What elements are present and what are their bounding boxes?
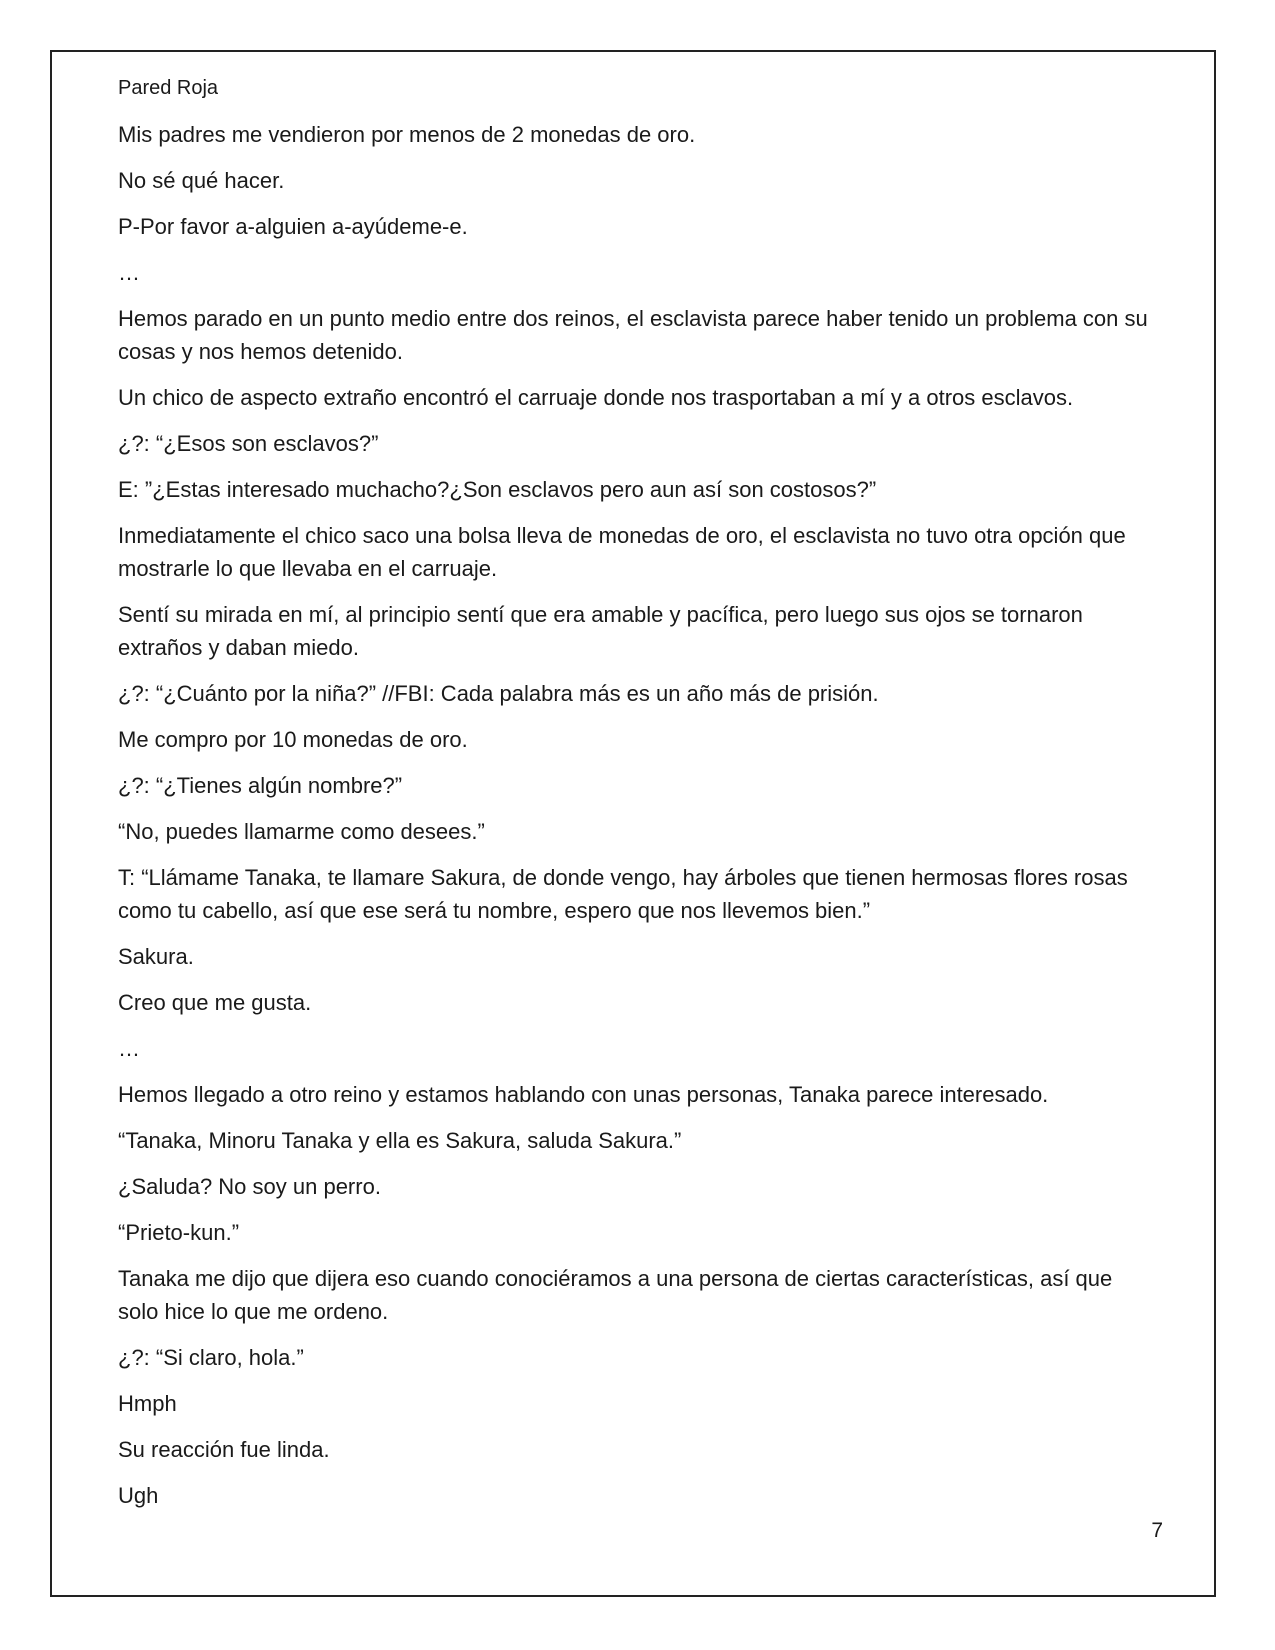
paragraph: E: ”¿Estas interesado muchacho?¿Son esclavos pero aun así son costosos?” (118, 477, 877, 502)
paragraph: Inmediatamente el chico saco una bolsa lleva de monedas de oro, el esclavista no tuvo otra opción que mostrarle lo que llevaba en el carruaje. (118, 523, 1126, 581)
paragraph: Hemos parado en un punto medio entre dos reinos, el esclavista parece haber tenido un problema con su cosas y nos hemos detenido. (118, 306, 1148, 364)
paragraph: ¿Saluda? No soy un perro. (118, 1174, 381, 1199)
paragraph: Tanaka me dijo que dijera eso cuando conociéramos a una persona de ciertas características, así que solo hice lo que me ordeno. (118, 1266, 1113, 1324)
paragraph: P-Por favor a-alguien a-ayúdeme-e. (118, 214, 468, 239)
page-number: 7 (1151, 1519, 1163, 1542)
paragraph: Mis padres me vendieron por menos de 2 monedas de oro. (118, 122, 696, 147)
paragraph: Creo que me gusta. (118, 990, 312, 1015)
paragraph: Sentí su mirada en mí, al principio sentí que era amable y pacífica, pero luego sus ojos se tornaron extraños y daban miedo. (118, 602, 1083, 660)
paragraph: No sé qué hacer. (118, 168, 285, 193)
paragraph: … (118, 260, 140, 285)
paragraph: ¿?: “¿Cuánto por la niña?” //FBI: Cada palabra más es un año más de prisión. (118, 681, 879, 706)
body-text (118, 118, 1148, 1525)
paragraph: “Prieto-kun.” (118, 1220, 240, 1245)
paragraph: Sakura. (118, 944, 194, 969)
paragraph: T: “Llámame Tanaka, te llamare Sakura, de donde vengo, hay árboles que tienen hermosas flores rosas como tu cabello, así que ese será tu nombre, espero que nos llevemos bien.” (118, 865, 1128, 923)
paragraph: Un chico de aspecto extraño encontró el carruaje donde nos trasportaban a mí y a otros esclavos. (118, 385, 1074, 410)
paragraph: Hemos llegado a otro reino y estamos hablando con unas personas, Tanaka parece interesado. (118, 1082, 1049, 1107)
paragraph: Su reacción fue linda. (118, 1437, 330, 1462)
paragraph: “No, puedes llamarme como desees.” (118, 819, 485, 844)
paragraph: “Tanaka, Minoru Tanaka y ella es Sakura, saluda Sakura.” (118, 1128, 682, 1153)
running-header: Pared Roja (118, 77, 219, 99)
paragraph: ¿?: “Si claro, hola.” (118, 1345, 304, 1370)
paragraph: ¿?: “¿Esos son esclavos?” (118, 431, 379, 456)
paragraph: Ugh (118, 1483, 159, 1508)
paragraph: Hmph (118, 1391, 177, 1416)
paragraph: Me compro por 10 monedas de oro. (118, 727, 468, 752)
paragraph: … (118, 1036, 140, 1061)
paragraph: ¿?: “¿Tienes algún nombre?” (118, 773, 403, 798)
